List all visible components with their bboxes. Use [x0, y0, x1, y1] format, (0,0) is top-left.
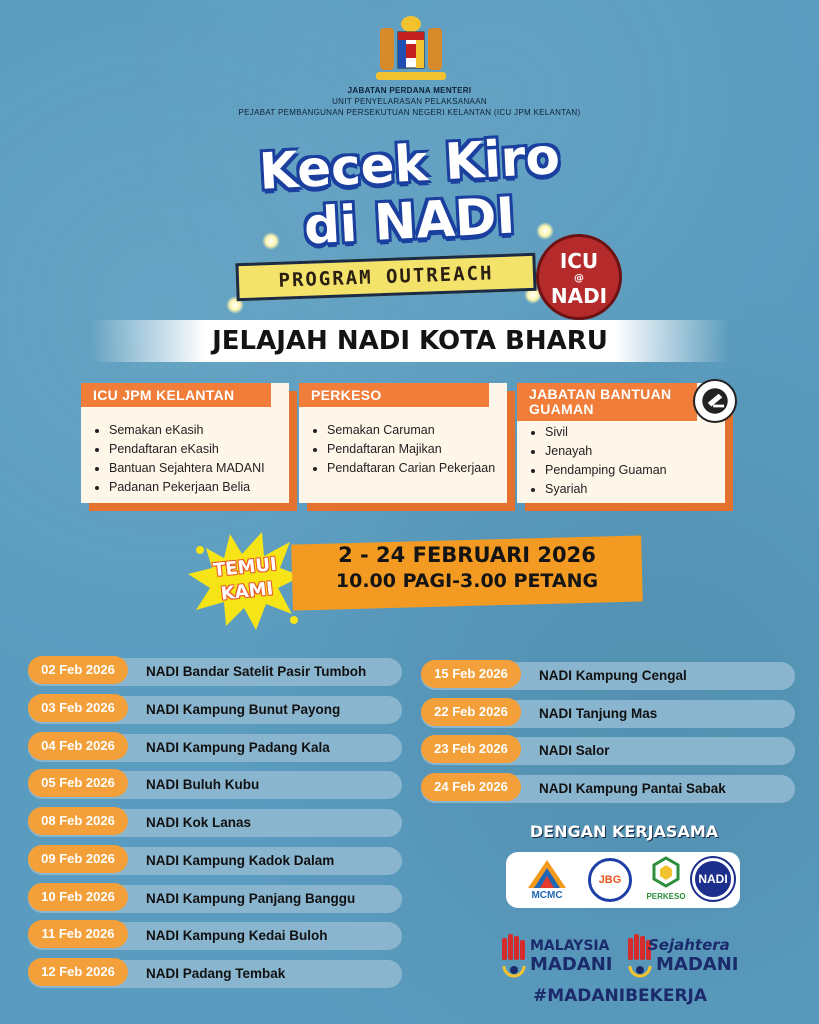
card-heading: PERKESO — [299, 383, 489, 407]
schedule-date: 02 Feb 2026 — [28, 656, 128, 684]
service-item: • Pendaftaran Carian Pekerjaan — [327, 459, 507, 478]
location-name: NADI Salor — [539, 743, 610, 758]
service-list — [91, 421, 265, 497]
title-line-1: Kecek Kiro — [257, 127, 562, 201]
location-name: NADI Kok Lanas — [146, 815, 252, 830]
sparkle-icon — [262, 232, 280, 250]
coat-of-arms-icon — [366, 14, 456, 84]
location-name: NADI Kampung Cengal — [539, 668, 687, 683]
partners-heading: DENGAN KERJASAMA — [529, 822, 719, 841]
event-time: 10.00 PAGI-3.00 PETANG — [335, 570, 599, 592]
hashtag: #MADANIBEKERJA — [532, 986, 708, 1006]
service-list — [527, 423, 667, 499]
stamp-top: ICU — [559, 249, 599, 273]
mcmc-label: MCMC — [531, 890, 563, 901]
service-card-icu — [81, 383, 289, 503]
location-name: NADI Kampung Kadok Dalam — [146, 853, 335, 868]
service-list — [309, 421, 507, 478]
location-name: NADI Kampung Padang Kala — [146, 740, 330, 755]
stamp-bottom: NADI — [550, 284, 608, 308]
service-item: • Sivil — [545, 423, 667, 442]
program-outreach-label: PROGRAM OUTREACH — [235, 253, 536, 301]
icu-nadi-stamp — [536, 234, 622, 320]
schedule-date: 24 Feb 2026 — [421, 773, 521, 801]
service-item: • Pendamping Guaman — [545, 461, 667, 480]
schedule-date: 03 Feb 2026 — [28, 694, 128, 722]
sparkle-icon — [536, 222, 554, 240]
service-item: • Semakan Caruman — [327, 421, 507, 440]
header-ministry: JABATAN PERDANA MENTERI — [347, 86, 472, 95]
location-name: NADI Padang Tembak — [146, 966, 286, 981]
temui-label: TEMUI — [212, 553, 278, 582]
card-heading: ICU JPM KELANTAN — [81, 383, 271, 407]
service-item: • Syariah — [545, 480, 667, 499]
schedule-date: 22 Feb 2026 — [421, 698, 521, 726]
service-item: • Bantuan Sejahtera MADANI — [109, 459, 265, 478]
location-name: NADI Bandar Satelit Pasir Tumboh — [146, 664, 367, 679]
schedule-date: 12 Feb 2026 — [28, 958, 128, 986]
madani-text-2: MADANI — [656, 954, 739, 975]
service-item: • Jenayah — [545, 442, 667, 461]
schedule-date: 15 Feb 2026 — [421, 660, 521, 688]
stamp-mid: @ — [574, 273, 584, 284]
title-line-2: di NADI — [302, 186, 517, 256]
service-item: • Padanan Pekerjaan Belia — [109, 478, 265, 497]
schedule-date: 11 Feb 2026 — [28, 920, 128, 948]
nadi-logo: NADI — [692, 858, 734, 900]
partner-logos — [506, 852, 740, 908]
madani-hand-icon — [500, 934, 528, 978]
madani-text: MADANI — [530, 954, 613, 975]
schedule-date: 23 Feb 2026 — [421, 735, 521, 763]
location-name: NADI Kampung Pantai Sabak — [539, 781, 726, 796]
service-card-perkeso — [299, 383, 507, 503]
schedule-date: 08 Feb 2026 — [28, 807, 128, 835]
event-dates: 2 - 24 FEBRUARI 2026 — [338, 543, 596, 567]
perkeso-label: PERKESO — [646, 892, 686, 901]
schedule-date: 09 Feb 2026 — [28, 845, 128, 873]
schedule-date: 05 Feb 2026 — [28, 769, 128, 797]
sejahtera-text: Sejahtera — [648, 936, 730, 954]
location-name: NADI Buluh Kubu — [146, 777, 260, 792]
location-name: NADI Tanjung Mas — [539, 706, 658, 721]
service-item: • Semakan eKasih — [109, 421, 265, 440]
schedule-date: 04 Feb 2026 — [28, 732, 128, 760]
tour-banner: JELAJAH NADI KOTA BHARU — [90, 320, 730, 362]
service-item: • Pendaftaran Majikan — [327, 440, 507, 459]
card-heading: JABATAN BANTUAN GUAMAN — [517, 383, 697, 421]
location-name: NADI Kampung Kedai Buloh — [146, 928, 328, 943]
kami-label: KAMI — [219, 578, 275, 605]
location-name: NADI Kampung Bunut Payong — [146, 702, 341, 717]
schedule-date: 10 Feb 2026 — [28, 883, 128, 911]
location-name: NADI Kampung Panjang Banggu — [146, 891, 356, 906]
jbg-logo: JBG — [588, 858, 632, 902]
service-item: • Pendaftaran eKasih — [109, 440, 265, 459]
perkeso-logo-icon — [644, 856, 688, 892]
header-unit: UNIT PENYELARASAN PELAKSANAAN — [332, 97, 487, 106]
malaysia-text: MALAYSIA — [530, 938, 610, 954]
jbg-emblem-icon — [693, 379, 737, 423]
header-office: PEJABAT PEMBANGUNAN PERSEKUTUAN NEGERI KELANTAN (ICU JPM KELANTAN) — [238, 108, 581, 117]
